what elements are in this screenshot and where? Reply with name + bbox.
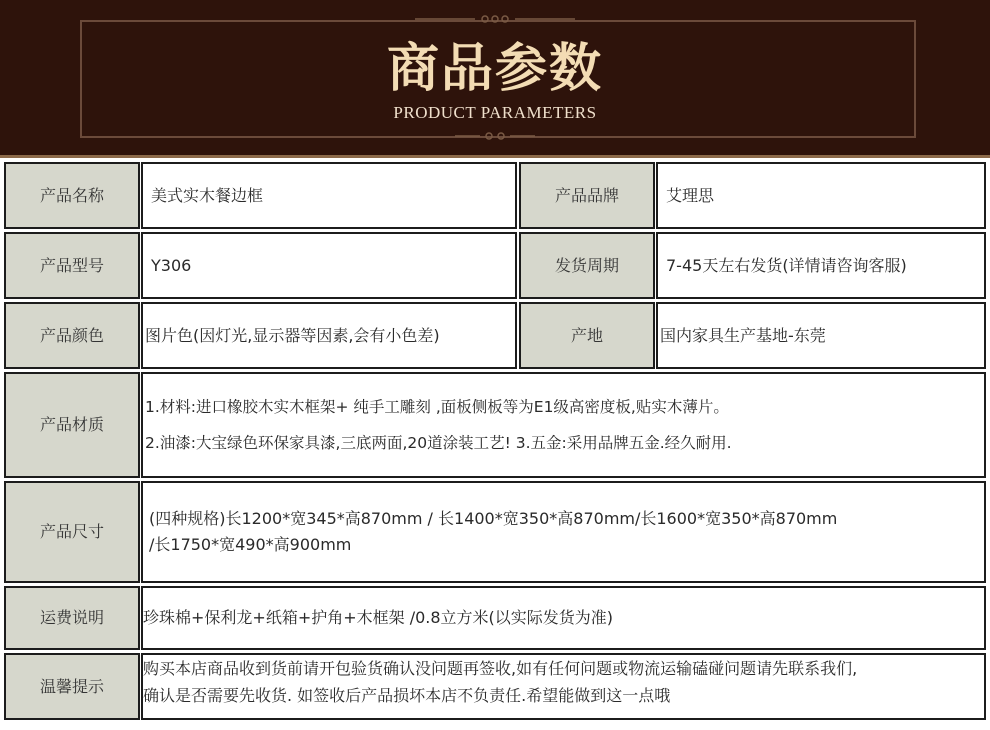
- label-product-brand: 产品品牌: [519, 162, 655, 229]
- size-line-2: /长1750*宽490*高900mm: [149, 535, 352, 554]
- value-product-model: Y306: [141, 232, 517, 299]
- bottom-ornament-icon: [415, 131, 575, 141]
- page-subtitle: PRODUCT PARAMETERS: [393, 103, 597, 122]
- label-material: 产品材质: [4, 372, 140, 478]
- tips-line-1: 购买本店商品收到货前请开包验货确认没问题再签收,如有任何问题或物流运输磕碰问题请先联系我们,: [143, 659, 858, 678]
- tips-line-2: 确认是否需要先收货. 如签收后产品损坏本店不负责任.希望能做到这一点哦: [143, 686, 671, 705]
- value-product-color: 图片色(因灯光,显示器等因素,会有小色差): [141, 302, 517, 369]
- material-line-1: 1.材料:进口橡胶木实木框架+ 纯手工雕刻 ,面板侧板等为E1级高密度板,贴实木薄片。: [145, 398, 729, 416]
- value-freight: 珍珠棉+保利龙+纸箱+护角+木框架 /0.8立方米(以实际发货为准): [141, 586, 986, 650]
- material-line-2: 2.油漆:大宝绿色环保家具漆,三底两面,20道涂装工艺! 3.五金:采用品牌五金.经久耐用.: [145, 434, 732, 452]
- label-tips: 温馨提示: [4, 653, 140, 720]
- size-line-1: (四种规格)长1200*宽345*高870mm / 长1400*宽350*高870mm/长1600*宽350*高870mm: [149, 509, 838, 528]
- page-title: 商品参数: [386, 38, 603, 99]
- value-shipping-period: 7-45天左右发货(详情请咨询客服): [656, 232, 986, 299]
- label-product-color: 产品颜色: [4, 302, 140, 369]
- label-size: 产品尺寸: [4, 481, 140, 583]
- value-origin: 国内家具生产基地-东莞: [656, 302, 986, 369]
- value-product-name: 美式实木餐边框: [141, 162, 517, 229]
- header-banner: [0, 0, 990, 155]
- header-divider: [0, 155, 990, 158]
- label-product-name: 产品名称: [4, 162, 140, 229]
- label-shipping-period: 发货周期: [519, 232, 655, 299]
- label-product-model: 产品型号: [4, 232, 140, 299]
- top-ornament-icon: [415, 14, 575, 24]
- value-tips: [141, 653, 986, 720]
- label-freight: 运费说明: [4, 586, 140, 650]
- label-origin: 产地: [519, 302, 655, 369]
- value-material: [141, 372, 986, 478]
- value-size: [141, 481, 986, 583]
- value-product-brand: 艾理思: [656, 162, 986, 229]
